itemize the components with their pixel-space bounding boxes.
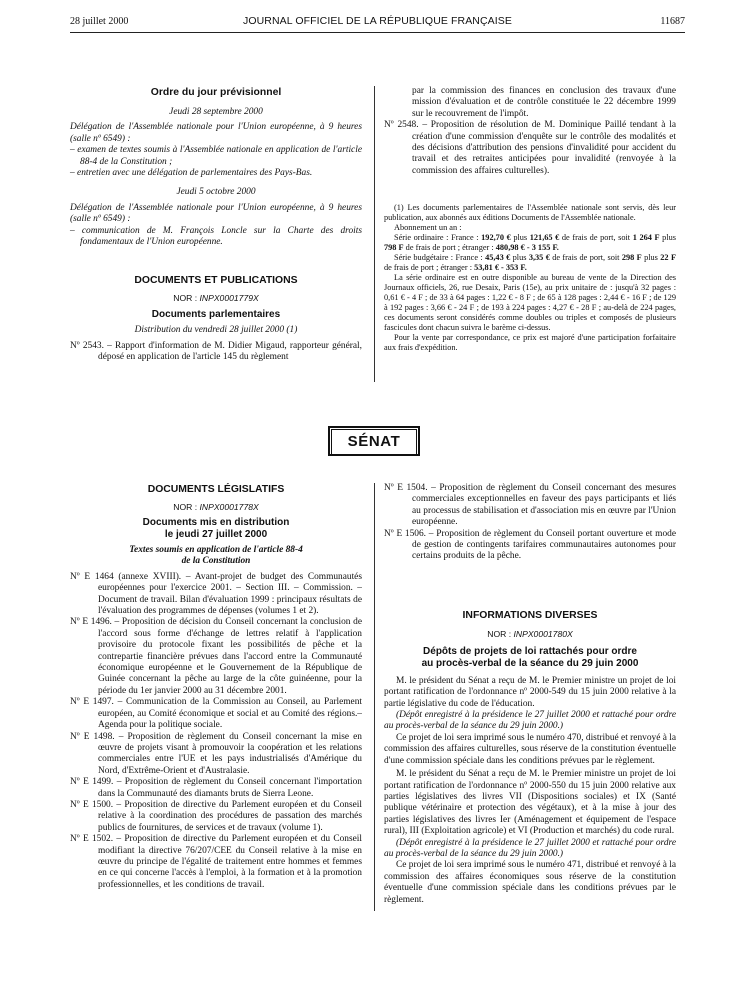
top-left-column [70,86,362,364]
infos-subtitle-2: au procès-verbal de la séance du 29 juin 2000 [421,657,639,669]
footnote-serie-ordinaire: Série ordinaire : France : 192,70 € plus 121,65 € de frais de port, soit 1 264 F plus 798 F de frais de port ; étranger : 480,98 € - 3 155 F. [384,233,677,253]
legis-entry: Nº E 1497. – Communication de la Commission au Conseil, au Parlement européen, au Comité économique et social et au Comité des régions.– Agenda pour la politique sociale. [70,697,362,731]
infos-depot-note: (Dépôt enregistré à la présidence le 27 juillet 2000 et rattaché pour ordre au procès-verbal de la séance du 29 juin 2000.) [384,710,676,732]
legis-entry: Nº E 1499. – Proposition de règlement du Conseil concernant l'importation dans la Communauté des diamants bruts de Sierra Leone. [70,777,362,799]
infos-paragraph: M. le président du Sénat a reçu de M. le Premier ministre un projet de loi portant ratification de l'ordonnance nº 2000-549 du 15 juin 2000 relative à la partie législative du code de l'éducation. [384,675,676,709]
header-date: 28 juillet 2000 [70,16,129,27]
footnote-serie-budgetaire: Série budgétaire : France : 45,43 € plus 3,35 € de frais de port, soit 298 F plus 22 F de frais de port ; étranger : 53,81 € - 353 F. [384,253,677,273]
footnote-correspondance: Pour la vente par correspondance, ce prix est majoré d'une participation forfaitaire aux frais d'expédition. [384,333,676,353]
legis-textes-2: de la Constitution [181,556,251,567]
legis-subtitle-2: le jeudi 27 juillet 2000 [164,529,268,540]
infos-depot-note: (Dépôt enregistré à la présidence le 27 juillet 2000 et rattaché pour ordre au procès-verbal de la séance du 29 juin 2000.) [384,837,676,859]
page-number: 11687 [660,16,685,27]
infos-paragraph: M. le président du Sénat a reçu de M. le Premier ministre un projet de loi portant ratification de l'ordonnance nº 2000-550 du 15 juin 2000 relative aux parties législatives des livres VII (Dispositions sociales) et IX (Santé publique vétérinaire et protection des végétaux), et à la mise à jour des parties législatives des livres Ier (Aménagement et équipement de l'espace rural), III (Exploitation agricole) et VI (Production et marchés) du code rural. [384,769,676,837]
ordre-item: – examen de textes soumis à l'Assemblée nationale en application de l'article 88-4 de la Constitution ; [70,145,362,167]
column-divider [374,483,375,911]
legis-entry: Nº E 1506. – Proposition de règlement du Conseil portant ouverture et mode de gestion de contingents tarifaires communautaires autonomes pour certains produits de la pêche. [384,528,676,562]
infos-subtitle-1: Dépôts de projets de loi rattachés pour ordre [423,645,637,657]
ordre-title: Ordre du jour prévisionnel [150,87,282,98]
docs-title: DOCUMENTS ET PUBLICATIONS [134,275,298,287]
legis-nor: NOR : INPX0001778X [173,502,259,512]
infos-paragraph: Ce projet de loi sera imprimé sous le numéro 470, distribué et renvoyé à la commission des affaires culturelles, sous réserve de la constitution éventuelle d'une commission spéciale dans les conditions prévues par le règlement. [384,732,676,766]
footnote-vente: La série ordinaire est en outre disponible au bureau de vente de la Direction des Journaux officiels, 26, rue Desaix, Paris (15e), au prix unitaire de : jusqu'à 32 pages : 0,61 € - 4 F ; de 33 à 64 pages : 1,22 € - 8 F ; de 65 à 128 pages : 2,44 € - 16 F ; de 129 à 192 pages : 3,66 € - 24 F ; de 193 à 224 pages : 4,27 € - 28 F ; au-delà de 224 pages, ces documents seront considérés comme doubles ou triples et composés de plusieurs fascicules dont chacun suivra le barème ci-dessus. [384,273,676,333]
legis-entry: Nº E 1496. – Proposition de décision du Conseil concernant la conclusion de l'accord sous forme d'échange de lettres relatif à l'application provisoire du protocole fixant les possibilités de pêche et la contrepartie financière prévues dans l'accord entre la Communauté économique européenne et le Gouvernement de la République de Guinée concernant la pêche au large de la côte guinéenne, pour la période du 1er janvier 2000 au 31 décembre 2001. [70,617,362,696]
docs-nor: NOR : INPX0001779X [173,293,259,304]
doc-entry-continuation: par la commission des finances en conclusion des travaux d'une mission d'évaluation et de contrôle constituée le 22 décembre 1999 sur le recouvrement de l'impôt. [412,86,676,119]
infos-nor: NOR : INPX0001780X [487,628,573,639]
legis-entry: Nº E 1464 (annexe XVIII). – Avant-projet de budget des Communautés européennes pour l'exercice 2001. – Section III. – Commission. – Document de travail. Bilan d'évaluation 1999 : principaux résultats de l'évaluation des programmes de dépenses (volumes 1 et 2). [70,571,362,617]
ordre-item: – communication de M. François Loncle sur la Charte des droits fondamentaux de l'Union européenne. [70,225,362,248]
infos-title: INFORMATIONS DIVERSES [462,609,598,621]
footnote-1: (1) Les documents parlementaires de l'Assemblée nationale sont servis, dès leur publication, aux abonnés aux éditions Documents de l'Assemblée nationale. [384,203,676,223]
page-header [70,16,685,30]
bottom-left-column [70,483,362,891]
top-right-column [384,86,676,353]
journal-title: JOURNAL OFFICIEL DE LA RÉPUBLIQUE FRANÇAISE [243,15,512,27]
legis-entry: Nº E 1502. – Proposition de directive du Parlement européen et du Conseil modifiant la directive 76/207/CEE du Conseil relative à la mise en œuvre du principe de l'égalité de traitement entre hommes et femmes en ce qui concerne l'accès à l'emploi, à la formation et à la promotion professionnelles, et les conditions de travail. [70,834,362,890]
docs-distribution: Distribution du vendredi 28 juillet 2000 (1) [134,325,298,336]
legis-textes-1: Textes soumis en application de l'article 88-4 [129,545,303,555]
doc-entry-2548: Nº 2548. – Proposition de résolution de M. Dominique Paillé tendant à la création d'une commission d'enquête sur le contrôle des modalités et des décisions d'attribution des pensions d'invalidité pour accident du travail et des retraites anticipées pour invalidité (renvoyée à la commission des affaires culturelles). [384,120,676,176]
senat-banner: SÉNAT [328,426,420,456]
legis-entry: Nº E 1504. – Proposition de règlement du Conseil concernant des mesures commerciales exceptionnelles en faveur des pays participants et liés au processus de stabilisation et d'association mis en œuvre par l'Union européenne. [384,483,676,528]
legis-entry: Nº E 1498. – Proposition de règlement du Conseil concernant la mise en œuvre de projets visant à promouvoir la coopération et les relations commerciales entre l'UE et les pays industrialisés d'Amérique du Nord, d'Extrême-Orient et d'Australasie. [70,731,362,776]
legis-subtitle-1: Documents mis en distribution [142,517,290,528]
docs-subtitle: Documents parlementaires [151,309,281,321]
bottom-right-column [384,483,676,906]
footnote-abonnement: Abonnement un an : [394,223,462,233]
ordre-delegation-2: Délégation de l'Assemblée nationale pour l'Union européenne, à 9 heures (salle nº 6549) : [70,202,362,225]
ordre-date-2: Jeudi 5 octobre 2000 [176,187,256,198]
legis-entry: Nº E 1500. – Proposition de directive du Parlement européen et du Conseil relative à la coordination des procédures de passation des marchés publics de fournitures, de services et de travaux (volume 1). [70,799,362,833]
ordre-item: – entretien avec une délégation de parlementaires des Pays-Bas. [70,168,313,179]
legis-title: DOCUMENTS LÉGISLATIFS [147,484,285,495]
header-rule [70,32,685,33]
column-divider [374,86,375,382]
doc-entry-2543: Nº 2543. – Rapport d'information de M. Didier Migaud, rapporteur général, déposé en application de l'article 145 du règlement [70,340,362,363]
ordre-delegation-1: Délégation de l'Assemblée nationale pour l'Union européenne, à 9 heures (salle nº 6549) : [70,122,362,144]
footnote [384,203,676,353]
infos-paragraph: Ce projet de loi sera imprimé sous le numéro 471, distribué et renvoyé à la commission des affaires économiques sous réserve de la constitution éventuelle d'une commission spéciale dans les conditions prévues par le règlement. [384,860,676,905]
ordre-date-1: Jeudi 28 septembre 2000 [169,107,263,117]
